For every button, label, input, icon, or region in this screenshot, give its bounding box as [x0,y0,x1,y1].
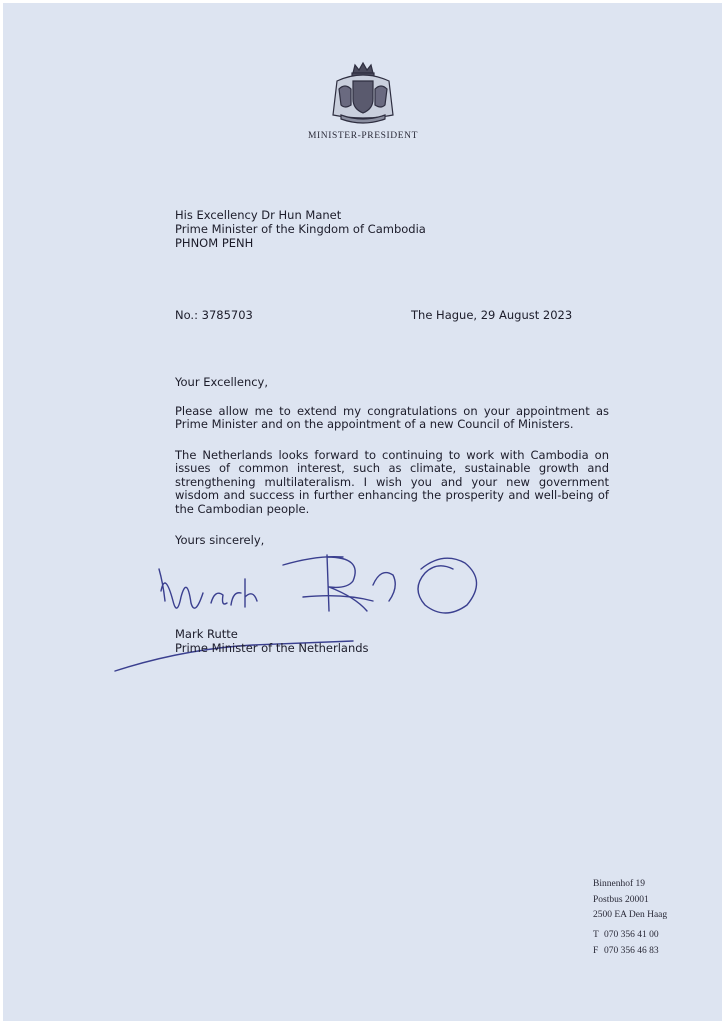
signer-title: Prime Minister of the Netherlands [175,641,369,655]
addressee-name: His Excellency Dr Hun Manet [175,208,342,222]
footer-fax-row [593,944,659,960]
footer-phone-row [593,928,659,944]
body-paragraph-1: Please allow me to extend my congratulations on your appointment as Prime Minister and on the appointment of a new Council of Ministers. [175,404,609,432]
office-title: MINISTER-PRESIDENT [307,131,419,141]
addressee-city: PHNOM PENH [175,236,254,250]
fax-label: F [593,945,599,956]
footer-street: Binnenhof 19 [593,879,645,889]
body-paragraph-2: The Netherlands looks forward to continuing to work with Cambodia on issues of common interest, such as climate, sustainable growth and strengthening multilateralism. I wish you and your new government wisdom and success in further enhancing the prosperity and well-being of the Cambodian people. [175,448,609,516]
signer-block [175,627,369,655]
closing: Yours sincerely, [175,533,265,547]
royal-coat-of-arms-icon [323,59,403,129]
footer-city: 2500 EA Den Haag [593,910,668,920]
fax-number: 070 356 46 83 [604,945,659,956]
addressee-title: Prime Minister of the Kingdom of Cambodia [175,222,426,236]
place-date: The Hague, 29 August 2023 [411,308,573,322]
phone-number: 070 356 41 00 [604,930,659,940]
handwritten-signature [103,531,503,681]
footer-address [593,877,667,924]
reference-number: No.: 3785703 [175,308,253,322]
salutation: Your Excellency, [175,375,269,389]
signer-name: Mark Rutte [175,627,238,641]
letter-page [3,3,722,1021]
addressee-block [175,208,426,250]
footer-postbus: Postbus 20001 [593,894,649,905]
footer-contact [593,928,659,959]
phone-label: T [593,930,599,940]
